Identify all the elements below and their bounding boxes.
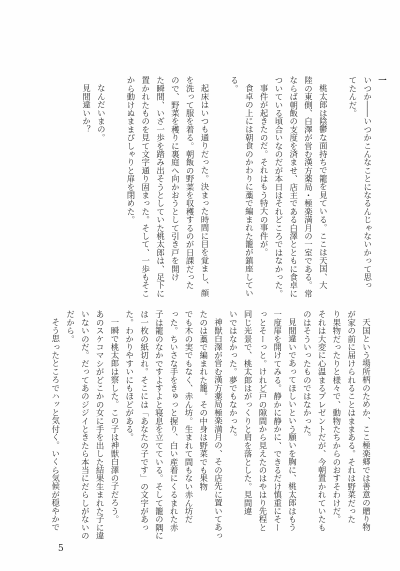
upper-tier-line: 見間違いか？ bbox=[82, 84, 93, 134]
section-number: 一 bbox=[378, 76, 388, 85]
lower-tier-line: いないのだ。だってあのジジイときたら本当にだらしがないの bbox=[80, 310, 91, 540]
lower-tier-line: っとそーっと。けれど戸の隙間から見えたのはやはり先程と bbox=[258, 310, 269, 532]
blank-line bbox=[212, 76, 227, 304]
lower-tier-line: 一瞬で桃太郎は察した。この子は神獣白澤の子だろう。 bbox=[110, 318, 121, 524]
upper-tier-line: 桃太郎は陰鬱な面持ちで籠を見ている。ここは天国、大 bbox=[318, 84, 329, 290]
lower-tier-line: たのは藁で編まれた籠。その中身は野菜でも果物 bbox=[199, 310, 210, 491]
upper-tier-line: る。 bbox=[230, 76, 241, 93]
lower-tier-line: 天国という場所柄のためか、ここ極楽郷では善意の贈り物 bbox=[362, 318, 372, 532]
upper-tier-line: 置かれたものを見て文字通り固まった。そして、一歩もそこ bbox=[141, 76, 152, 298]
upper-tier-line: を洗って服を着る。朝飯の野菜を収穫するのが日課だった bbox=[185, 76, 196, 290]
lower-tier-line: それは大変に心温まるプレゼントだが、今朝置かれていたも bbox=[317, 310, 328, 532]
lower-tier-line: た。わかりやすいにもほどがある。 bbox=[125, 310, 136, 442]
upper-tier-line: た瞬間、いざ一歩を踏み出そうとしていた桃太郎は、足下に bbox=[156, 76, 167, 298]
upper-tier-line: ので、野菜を穫りに裏庭へ向かおうとして引き戸を開け bbox=[170, 76, 181, 281]
upper-tier-line: 事件が起きたのだ。それはもう特大の事件が。 bbox=[259, 84, 270, 257]
blank-line bbox=[109, 76, 124, 304]
lower-tier bbox=[48, 310, 374, 544]
lower-tier-line: 子は籠のなかですよすよと寝息を立てている。そして籠の隅に bbox=[154, 310, 165, 540]
lower-tier-line: いではなかった。夢でもなかった。 bbox=[228, 310, 239, 442]
lower-tier-line: った。ちいさな手をきゅっと握り、白い産着にくるまれた赤 bbox=[169, 310, 180, 532]
lower-tier-line: 神獣白澤が営む漢方薬局極楽満月の、その店先に置いてあっ bbox=[214, 318, 225, 540]
upper-tier-line: いつか――いつかこんなことになるんじゃないかって思っ bbox=[363, 76, 374, 290]
upper-tier-line: なんだいまの。 bbox=[96, 84, 107, 142]
lower-tier-line: のはそういったものではなかった。 bbox=[302, 310, 313, 442]
page-number: 5 bbox=[58, 544, 64, 554]
upper-tier-line: 陸の東側、白澤が営む漢方薬局・極楽満月の一室である。常 bbox=[304, 76, 315, 298]
lower-tier-line: 見間違いであってほしいという願いを胸に、桃太郎はもう bbox=[288, 318, 299, 532]
lower-tier-line: 一度扉を開けてみる。静かに静かに、できるだけ慎重にそー bbox=[273, 310, 284, 532]
lower-tier-line: 同じ光景で、桃太郎はがっくりと肩を落とした。見間違 bbox=[243, 310, 254, 515]
upper-tier-line: 食卓の上には朝食のかわりに藁で編まれた籠が鎮座してい bbox=[244, 84, 255, 298]
upper-tier-line: てたんだ。 bbox=[348, 76, 359, 117]
lower-tier-line: そう思ったところでハッと気付く。いくら気候が穏やかで bbox=[51, 318, 62, 532]
upper-tier-line: 起床はいつも通りだった。決まった時間に目を覚まし、顔 bbox=[200, 84, 211, 298]
lower-tier-line: でも木の実でもなく、赤ん坊。生まれて間もない赤ん坊だ bbox=[184, 310, 195, 524]
lower-tier-line: だから。 bbox=[66, 310, 77, 343]
upper-tier-line: ならば朝飯の支度を済ませ、店主である白澤とともに食卓に bbox=[289, 76, 300, 298]
lower-tier-line: が家の前に届けられることはままある。それは野菜だった bbox=[347, 310, 358, 524]
upper-tier bbox=[79, 76, 390, 304]
blank-line bbox=[331, 76, 346, 304]
lower-tier-line: あのスケコマシがどこかの女に手を出した結果生まれた子に違 bbox=[95, 310, 106, 540]
lower-tier-line: り果物だったりと様々で、動物たちからのおすそわけだ。 bbox=[332, 310, 343, 524]
lower-tier-line: は一枚の紙切れ。そこには「あなたの子です」の文字があっ bbox=[140, 310, 151, 532]
upper-tier-line: ついている頃合いなのだが本日はそれどころではなかった。 bbox=[274, 76, 285, 298]
upper-tier-line: から動けぬままぴしゃりと扉を閉めた。 bbox=[126, 76, 137, 224]
